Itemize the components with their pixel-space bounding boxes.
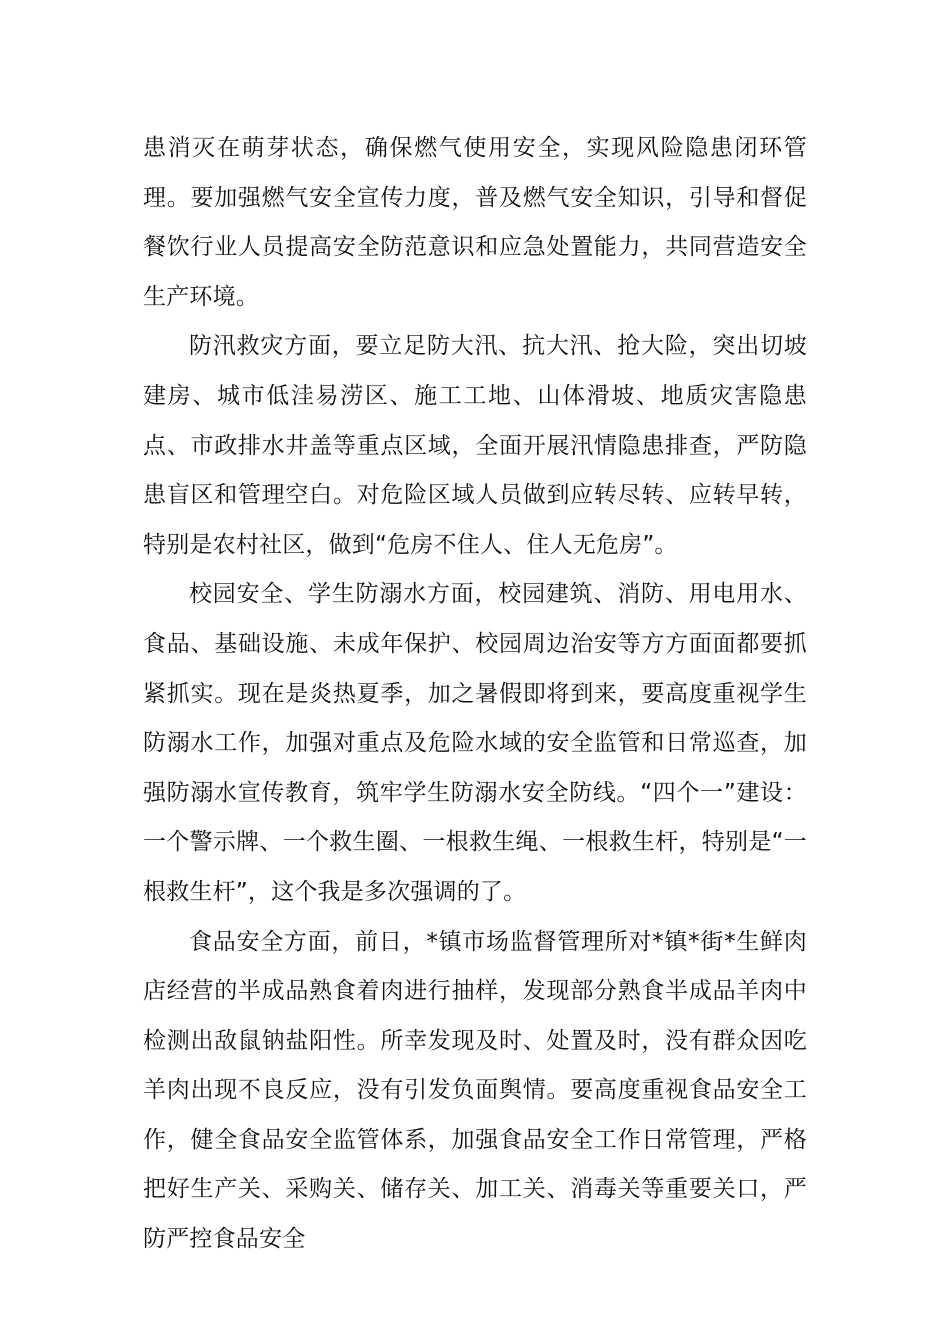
paragraph-flood-prevention: 防汛救灾方面，要立足防大汛、抗大汛、抢大险，突出切坡建房、城市低洼易涝区、施工工地、山体滑坡、地质灾害隐患点、市政排水井盖等重点区域，全面开展汛情隐患排查，严防隐患盲区和管理空白。对危险区域人员做到应转尽转、应转早转，特别是农村社区，做到“危房不住人、住人无危房”。 [143, 333, 807, 558]
paragraph-campus-safety: 校园安全、学生防溺水方面，校园建筑、消防、用电用水、食品、基础设施、未成年保护、校园周边治安等方方面面都要抓紧抓实。现在是炎热夏季，加之暑假即将到来，要高度重视学生防溺水工作，加强对重点及危险水域的安全监管和日常巡查，加强防溺水宣传教育，筑牢学生防溺水安全防线。“四个一”建设：一个警示牌、一个救生圈、一根救生绳、一根救生杆，特别是“一根救生杆”，这个我是多次强调的了。 [143, 581, 807, 905]
paragraph-gas-safety: 患消灭在萌芽状态，确保燃气使用安全，实现风险隐患闭环管理。要加强燃气安全宣传力度，普及燃气安全知识，引导和督促餐饮行业人员提高安全防范意识和应急处置能力，共同营造安全生产环境。 [143, 135, 807, 310]
document-body [143, 124, 807, 1265]
paragraph-food-safety: 食品安全方面，前日，*镇市场监督管理所对*镇*街*生鲜肉店经营的半成品熟食着肉进行抽样，发现部分熟食半成品羊肉中检测出敌鼠钠盐阳性。所幸发现及时、处置及时，没有群众因吃羊肉出现不良反应，没有引发负面舆情。要高度重视食品安全工作，健全食品安全监管体系，加强食品安全工作日常管理，严格把好生产关、采购关、储存关、加工关、消毒关等重要关口，严防严控食品安全 [143, 928, 807, 1253]
